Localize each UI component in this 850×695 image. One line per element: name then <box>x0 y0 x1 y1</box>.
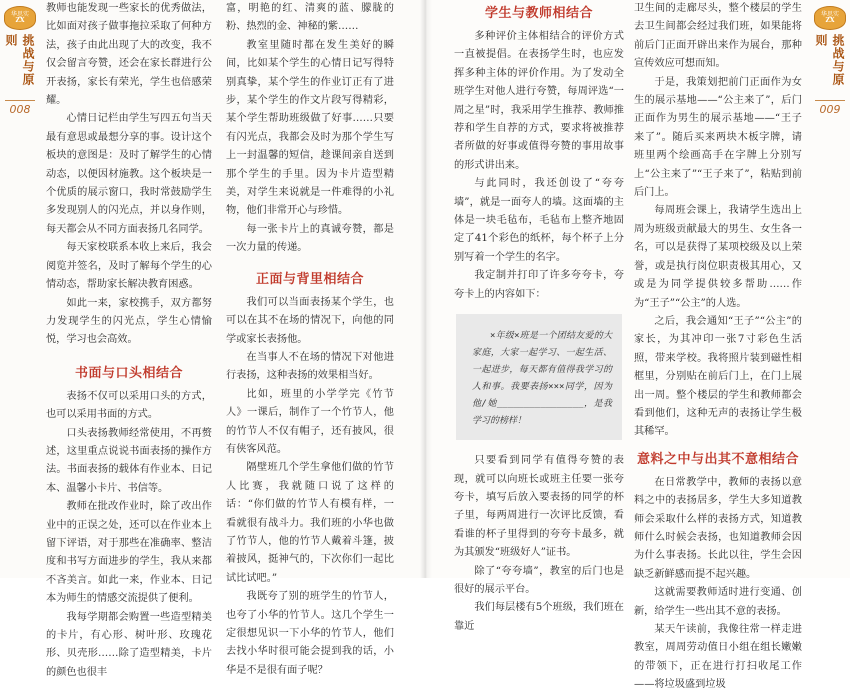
paragraph: 心情日记栏由学生写四五句当天最有意思或最想分享的事。设计这个板块的意图是：及时了解学生的心情动态，以便因材施教。这个板块是一个优质的展示窗口，我时常鼓励学生多发现别人的闪光点，并以身作则，每天都会从不同方面表扬几名同学。 <box>46 113 212 235</box>
left-side-tab <box>0 0 40 122</box>
right-side-tab <box>810 0 850 122</box>
paragraph: 某天午读前，我像往常一样走进教室，周周劳动值日小组在组长嫩嫩的带领下，正在进行打扫收尾工作——将垃圾盛到垃圾 <box>634 624 802 691</box>
paragraph: 比如，班里的小学学完《竹节人》一课后，制作了一个竹节人，他的竹节人不仅有帽子，还有披风，很有侠客风范。 <box>226 388 394 455</box>
paragraph: 如此一来，家校携手，双方都努力发现学生的闪光点，学生心情愉悦，学习也会高效。 <box>46 297 212 346</box>
section-heading: 意料之中与出其不意相结合 <box>636 451 799 467</box>
paragraph: 我定制并打印了许多夸夸卡，夸夸卡上的内容如下： <box>454 270 624 300</box>
logo-top-text: 华思实 <box>820 10 839 18</box>
logo-bottom-text: ZX <box>15 17 25 24</box>
left-page <box>0 0 424 678</box>
paragraph: 除了“夸夸墙”，教室的后门也是很好的展示平台。 <box>454 565 624 595</box>
paragraph: 教室里随时都在发生美好的瞬间，比如某个学生的心情日记写得特别真挚，某个学生的作业订正有了进步，某个学生的作文片段写得精彩，某个学生帮助班级做了好事……只要有闪光点，我都会及时为那个学生写上一封温馨的短信，趁课间亲自送到那个学生的手里。因为卡片造型精美，对学生来说就是一件难得的小礼物，他们非常开心与珍惜。 <box>226 39 394 217</box>
paragraph: 我每学期都会购置一些造型精美的卡片，有心形、树叶形、玫瑰花形、贝壳形……除了造型精美，卡片的颜色也很丰 <box>46 611 212 678</box>
praise-card-template <box>456 314 622 440</box>
paragraph: 多种评价主体相结合的评价方式一直被提倡。在表扬学生时，也应发挥多种主体的评价作用。为了发动全班学生对他人进行夸赞，每周评选“一周之星”时，我采用学生推荐、教师推荐和学生自荐的方式，要求将被推荐者所做的好事或值得夸赞的事用故事的形式讲出来。 <box>454 31 624 171</box>
paragraph: 富，明艳的红、清爽的蓝、朦胧的粉、热烈的金、神秘的紫…… <box>226 3 394 33</box>
left-page-column-1 <box>46 0 212 682</box>
page-number: 009 <box>819 103 841 116</box>
paragraph: 教师也能发现一些家长的优秀做法，比如面对孩子做事拖拉采取了何种方法，孩子由此出现了大的改变，我不仅会留言夸赞，还会在家长群进行公开表扬，家长有荣光，学生也倍感荣耀。 <box>46 3 212 107</box>
paragraph: 于是，我策划把前门正面作为女生的展示基地——“公主来了”，后门正面作为男生的展示基地——“王子来了”。随后买来两块木板字牌，请班里两个绘画高手在字牌上分别写上“公主来了”“王子来了”，粘贴到前后门上。 <box>634 76 802 199</box>
section-heading: 学生与教师相结合 <box>484 6 593 21</box>
paragraph: 只要看到同学有值得夸赞的表现，就可以向班长或班主任要一张夸夸卡，填写后放入要表扬的同学的杯子里，每两周进行一次评比反馈，看看谁的杯子里得到的夸夸卡最多，就为其颁发“班级好人”证书。 <box>454 455 624 559</box>
paragraph: 表扬不仅可以采用口头的方式，也可以采用书面的方式。 <box>46 390 212 421</box>
praise-card-text: ×年级×班是一个团结友爱的大家庭，大家一起学习、一起生活、一起进步，每天都有值得我学习的人和事。我要表扬×××同学，因为他/她________________，是我学习的榜样！ <box>472 331 612 427</box>
paragraph: 我既夸了别的班学生的竹节人，也夸了小华的竹节人。这几个学生一定很想见识一下小华的竹节人，他们去找小华时很可能会提到我的话，小华是不是很有面子呢？ <box>226 591 394 676</box>
right-page-column-2 <box>634 0 802 695</box>
logo-bottom-text: ZX <box>825 17 835 24</box>
paragraph: 在当事人不在场的情况下对他进行表扬，这种表扬的效果相当好。 <box>226 351 394 382</box>
paragraph: 隔壁班几个学生拿他们做的竹节人比赛，我就随口说了这样的话：“你们做的竹节人有模有样，一看就很有战斗力。我们班的小华也做了竹节人，他的竹节人戴着斗篷，披着披风，挺神气的，下次你们一起比试比试吧。” <box>226 462 394 584</box>
section-heading: 正面与背里相结合 <box>255 271 364 287</box>
paragraph: 在日常教学中，教师的表扬以意料之中的表扬居多，学生大多知道教师会采取什么样的表扬方式，知道教师什么时候会表扬，也知道教师会因为什么事表扬。长此以往，学生会因缺乏新鲜感而提不起兴趣。 <box>634 476 802 580</box>
paragraph: 教师在批改作业时，除了改出作业中的正误之处，还可以在作业本上留下评语，对于那些在准确率、整洁度和书写方面进步的学生，我从来都不吝美言。如此一来，作业本、日记本为师生的情感交流提供了便利。 <box>46 501 212 605</box>
paragraph: 之后，我会通知“王子”“公主”的家长，为其冲印一张7寸彩色生活照，带来学校。我将照片装到磁性相框里，分别贴在前后门上，在门上展出一周。整个楼层的学生和教师都会看到他们，这种无声的表扬让学生极其稀罕。 <box>634 315 802 438</box>
paragraph: 每一张卡片上的真诚夸赞，都是一次力量的传递。 <box>226 223 394 254</box>
paragraph: 我们可以当面表扬某个学生，也可以在其不在场的情况下，向他的同学或家长表扬他。 <box>226 296 394 345</box>
series-logo-icon <box>814 6 846 30</box>
page-number: 008 <box>9 103 31 116</box>
tab-divider <box>5 100 35 101</box>
section-heading: 书面与口头相结合 <box>74 365 183 381</box>
tab-divider <box>815 100 845 101</box>
paragraph: 每天家校联系本收上来后，我会阅览并签名，及时了解每个学生的心情动态，帮助家长解决教育困惑。 <box>46 242 212 291</box>
logo-top-text: 华思实 <box>10 10 29 18</box>
running-title: 挑战与原则 <box>4 34 35 86</box>
paragraph: 口头表扬教师经常使用，不再赘述，这里重点说说书面表扬的操作方法。书面表扬的载体有作业本、日记本、温馨小卡片、书信等。 <box>46 427 212 494</box>
paragraph: 卫生间的走廊尽头，整个楼层的学生去卫生间都会经过我们班，如果能将前后门正面开辟出来作为展台，那种宣传效应可想而知。 <box>634 3 802 70</box>
series-logo-icon <box>4 6 36 30</box>
paragraph: 与此同时，我还创设了“夸夸墙”，就是一面夸人的墙。这面墙的主体是一块毛毡布，毛毡布上整齐地固定了41个彩色的纸杯，每个杯子上分别写着一个学生的名字。 <box>454 178 624 263</box>
right-page-column-1 <box>454 0 624 636</box>
paragraph: 我们每层楼有5个班级，我们班在靠近 <box>454 602 624 632</box>
right-page <box>426 0 850 691</box>
book-gutter <box>420 0 432 578</box>
running-title: 挑战与原则 <box>814 34 845 86</box>
paragraph: 这就需要教师适时进行变通、创新，给学生一些出其不意的表扬。 <box>634 587 802 617</box>
paragraph: 每周班会课上，我请学生选出上周为班级贡献最大的男生、女生各一名，可以是获得了某项校级及以上荣誉，或是执行岗位职责极其用心，又或是为同学提供较多帮助……作为“王子”“公主”的人选。 <box>634 205 802 309</box>
left-page-column-2 <box>226 0 394 680</box>
